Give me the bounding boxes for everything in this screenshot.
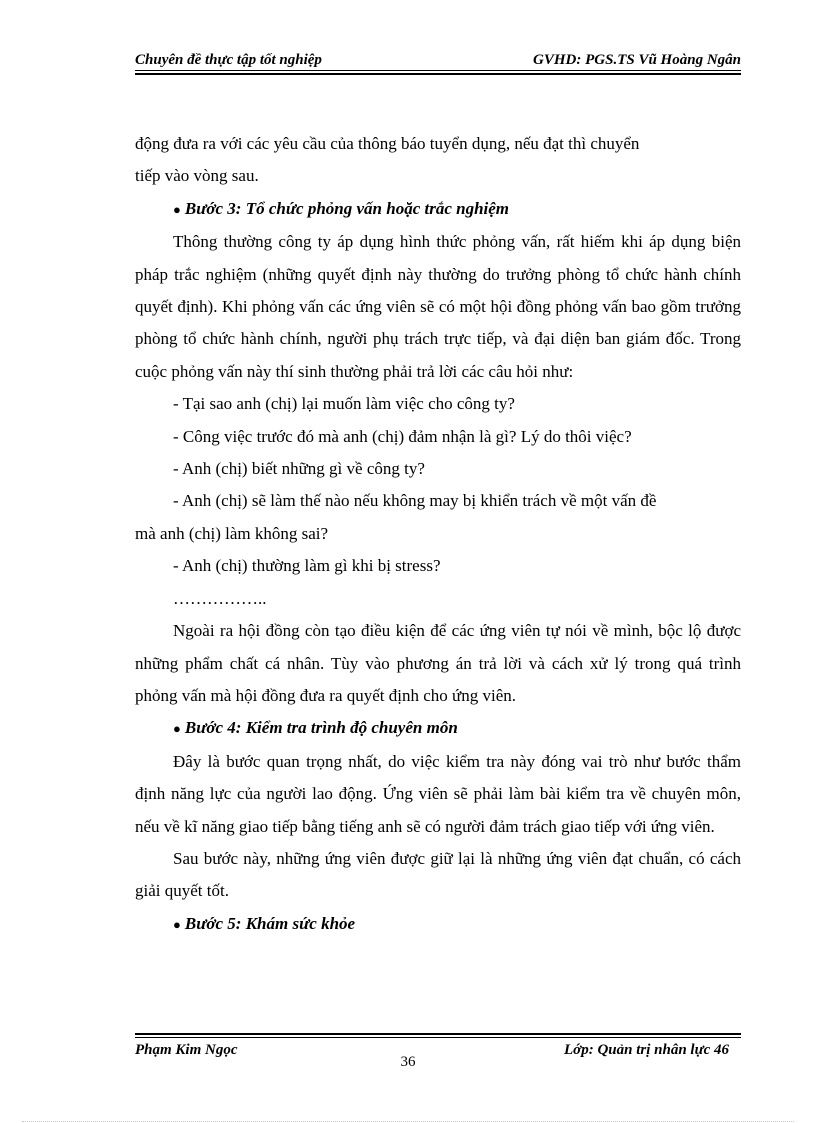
paragraph-self-presentation: Ngoài ra hội đồng còn tạo điều kiện để các ứng viên tự nói về mình, bộc lộ được những phẩm chất cá nhân. Tùy vào phương án trả lời và cách xử lý trong quá trình phỏng vấn mà hội đồng đưa ra quyết định cho ứng viên. (135, 621, 741, 705)
question-item-4: - Anh (chị) sẽ làm thế nào nếu không may bị khiển trách về một vấn đề (173, 491, 657, 511)
step-4-heading (135, 712, 741, 745)
header-rule-thin (135, 70, 741, 71)
question-item-3: - Anh (chị) biết những gì về công ty? (173, 459, 425, 479)
footer-rule-thin (135, 1037, 741, 1038)
page-header (135, 50, 741, 70)
footer-author: Phạm Kim Ngọc (135, 1042, 238, 1058)
page-body (135, 128, 741, 941)
page-bottom-edge (22, 1121, 794, 1122)
footer-rule-thick (135, 1033, 741, 1035)
step-5-heading (135, 908, 741, 941)
step-5-heading-text: Bước 5: Khám sức khỏe (184, 913, 356, 933)
paragraph-continuation-line-2: tiếp vào vòng sau. (135, 166, 259, 186)
header-rule-thick (135, 73, 741, 75)
step-3-heading (135, 193, 741, 226)
bullet-icon: ● (173, 916, 181, 932)
header-supervisor: GVHD: PGS.TS Vũ Hoàng Ngân (533, 52, 741, 68)
step-4-heading-text: Bước 4: Kiểm tra trình độ chuyên môn (184, 718, 458, 738)
step-3-heading-text: Bước 3: Tổ chức phỏng vấn hoặc trắc nghiệm (184, 198, 510, 218)
paragraph-interview-intro: Thông thường công ty áp dụng hình thức phỏng vấn, rất hiếm khi áp dụng biện pháp trắc nghiệm (những quyết định này thường do trưởng phòng tổ chức hành chính quyết định). Khi phỏng vấn các ứng viên sẽ có một hội đồng phỏng vấn bao gồm trưởng phòng tổ chức hành chính, người phụ trách trực tiếp, và đại diện ban giám đốc. Trong cuộc phỏng vấn này thí sinh thường phải trả lời các câu hỏi như: (135, 232, 741, 381)
footer-class: Lớp: Quản trị nhân lực 46 (564, 1042, 729, 1058)
question-item-4-continuation: mà anh (chị) làm không sai? (135, 523, 329, 543)
question-item-5: - Anh (chị) thường làm gì khi bị stress? (173, 556, 441, 576)
question-item-1: - Tại sao anh (chị) lại muốn làm việc cho công ty? (173, 394, 515, 414)
bullet-icon: ● (173, 201, 181, 217)
header-document-title: Chuyên đề thực tập tốt nghiệp (135, 52, 322, 68)
paragraph-continuation-line-1: động đưa ra với các yêu cầu của thông báo tuyển dụng, nếu đạt thì chuyển (135, 134, 640, 153)
question-ellipsis: …………….. (173, 588, 267, 608)
paragraph-after-test: Sau bước này, những ứng viên được giữ lại là những ứng viên đạt chuẩn, có cách giải quyết tốt. (135, 848, 741, 901)
question-item-2: - Công việc trước đó mà anh (chị) đảm nhận là gì? Lý do thôi việc? (173, 426, 632, 446)
paragraph-skills-test: Đây là bước quan trọng nhất, do việc kiểm tra này đóng vai trò như bước thẩm định năng lực của người lao động. Ứng viên sẽ phải làm bài kiểm tra về chuyên môn, nếu về kĩ năng giao tiếp bằng tiếng anh sẽ có người đảm trách giao tiếp với ứng viên. (135, 751, 741, 836)
page-number: 36 (400, 1054, 416, 1070)
bullet-icon: ● (173, 721, 181, 737)
